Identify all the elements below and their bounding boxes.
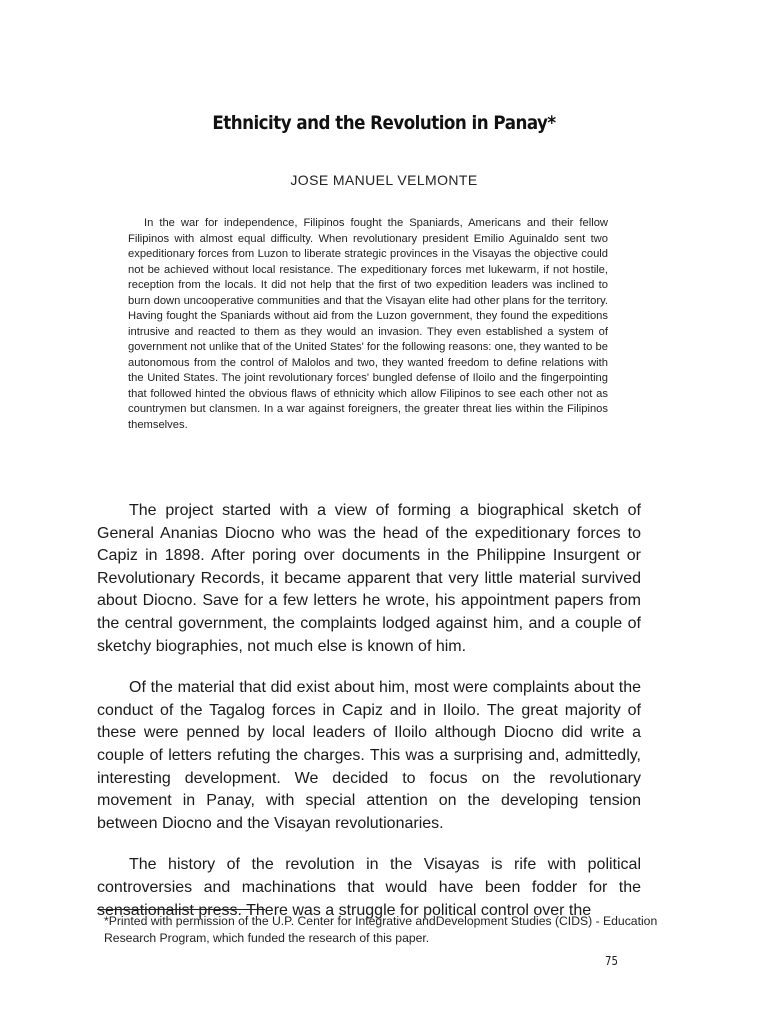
footnote: *Printed with permission of the U.P. Center for Integrative andDevelopment Studies (CIDS) - Education Research Program, which funded the research of this paper. [104,914,658,945]
abstract [128,216,608,433]
body-text [97,500,641,941]
body-paragraph: Of the material that did exist about him, most were complaints about the conduct of the Tagalog forces in Capiz and in Iloilo. The great majority of these were penned by local leaders of Iloilo although Diocno did write a couple of letters refuting the charges. This was a surprising and, admittedly, interesting development. We decided to focus on the revolutionary movement in Panay, with special attention on the developing tension between Diocno and the Visayan revolutionaries. [97,679,641,832]
page-number: 75 [605,954,618,968]
body-paragraph: The project started with a view of forming a biographical sketch of General Ananias Diocno who was the head of the expeditionary forces to Capiz in 1898. After poring over documents in the Philippine Insurgent or Revolutionary Records, it became apparent that very little material survived about Diocno. Save for a few letters he wrote, his appointment papers from the central government, the complaints lodged against him, and a couple of sketchy biographies, not much else is known of him. [97,502,641,655]
footnote-divider [97,909,265,910]
abstract-text: In the war for independence, Filipinos fought the Spaniards, Americans and their fellow Filipinos with almost equal difficulty. When revolutionary president Emilio Aguinaldo sent two expeditionary forces from Luzon to liberate strategic provinces in the Visayas the objective could not be achieved without local resistance. The expeditionary forces met lukewarm, if not hostile, reception from the locals. It did not help that the first of two expedition leaders was inclined to burn down uncooperative communities and that the Visayan elite had other plans for the territory. Having fought the Spaniards without aid from the Luzon government, they found the expeditions intrusive and reacted to them as they would an invasion. They even established a system of government not unlike that of the United States' for the following reasons: one, they wanted to be autonomous from the control of Malolos and two, they wanted freedom to define relations with the United States. The joint revolutionary forces' bungled defense of Iloilo and the fingerpointing that followed hinted the obvious flaws of ethnicity which allow Filipinos to see each other not as countrymen but clansmen. In a war against foreigners, the greater threat lies within the Filipinos themselves. [128,217,608,431]
article-author: JOSE MANUEL VELMONTE [290,172,478,188]
body-paragraph: The history of the revolution in the Visayas is rife with political controversies and machinations that would have been fodder for the sensationalist press. There was a struggle for political control over the [97,856,641,919]
article-title: Ethnicity and the Revolution in Panay* [212,112,556,134]
